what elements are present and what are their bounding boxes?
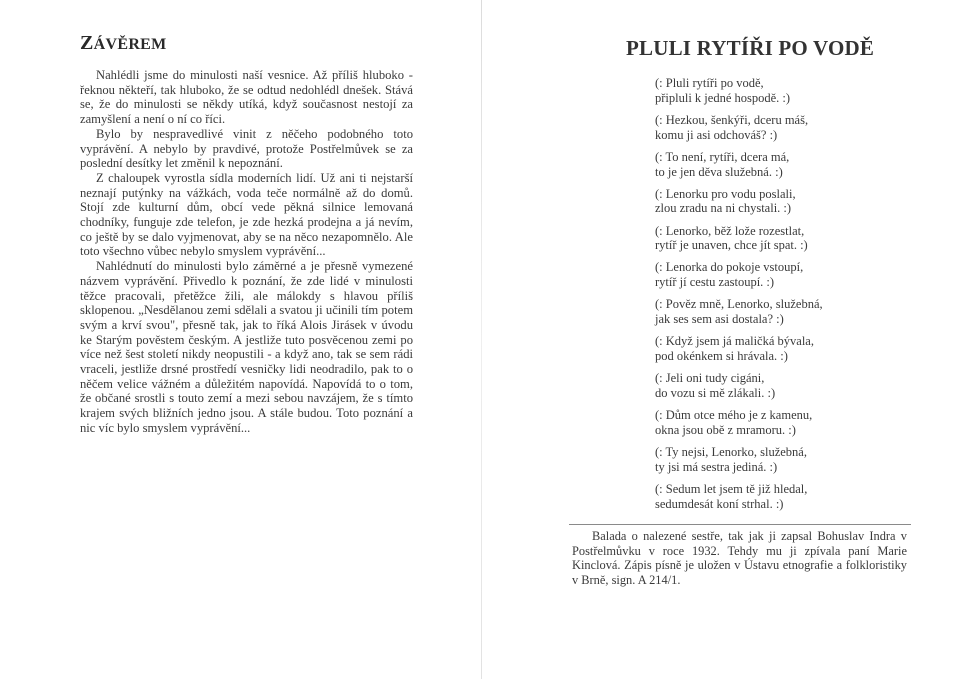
stanza-1: [655, 76, 895, 106]
verse-line: rytíř je unaven, chce jít spat. :): [655, 238, 808, 253]
verse-line: připluli k jedné hospodě. :): [655, 90, 791, 105]
stanza-3: [655, 150, 895, 180]
verse-line: (: Pověz mně, Lenorko, služebná,: [655, 297, 823, 312]
verse-line: ty jsi má sestra jediná. :): [655, 459, 778, 474]
chapter-title-initial: Z: [80, 32, 94, 54]
verse-line: jak ses sem asi dostala? :): [655, 312, 784, 327]
stanza-5: [655, 224, 895, 254]
song-title: PLULI RYTÍŘI PO VODĚ: [626, 36, 875, 60]
stanza-7: [655, 297, 895, 327]
verse-line: sedumdesát koní strhal. :): [655, 496, 784, 511]
verse-line: (: Hezkou, šenkýři, dceru máš,: [655, 112, 809, 127]
paragraph-3: Z chaloupek vyrostla sídla moderních lidí. Už ani ti nejstarší neznají putýnky na vážkách, voda teče normálně až do domů. Stojí zde kulturní dům, obcí vede pěkná silnice lemovaná chodníky, funguje zde telefon, je zde hezká prodejna a já nevím, co ještě by se dalo vyjmenovat, aby se na něco nezapomnělo. Ale toto všechno vůbec nebylo smyslem vyprávění...: [80, 170, 413, 259]
verse-line: (: Lenorka do pokoje vstoupí,: [655, 260, 804, 275]
chapter-body: [80, 68, 413, 436]
verse-line: (: Lenorku pro vodu poslali,: [655, 186, 796, 201]
paragraph-1: Nahlédli jsme do minulosti naší vesnice. Až příliš hluboko - řeknou někteří, tak hluboko, že se odtud nedohlédl dnešek. Stává se, že do minulosti se někdy utíká, když současnost nestojí za zamyšlení a není o ní co říci.: [80, 68, 413, 127]
verse-line: rytíř jí cestu zastoupí. :): [655, 275, 775, 290]
chapter-title-rest: ÁVĚREM: [93, 36, 167, 53]
stanza-11: [655, 445, 895, 475]
paragraph-2: Bylo by nespravedlivé vinit z něčeho podobného toto vyprávění. A nebylo by pravdivé, protože Postřelmůvek se za poslední desítky let změnil k nepoznání.: [80, 126, 413, 171]
stanza-2: [655, 113, 895, 143]
verse-line: (: To není, rytíři, dcera má,: [655, 149, 790, 164]
song-source-note: Balada o nalezené sestře, tak jak ji zapsal Bohuslav Indra v Postřelmůvku v roce 1932. Tehdy mu ji zpívala paní Marie Kinclová. Zápis písně je uložen v Ústavu etnografie a folkloristiky v Brně, sign. A 214/1.: [572, 529, 907, 588]
verse-line: zlou zradu na ni chystali. :): [655, 201, 792, 216]
verse-line: pod okénkem si hrávala. :): [655, 349, 788, 364]
verse-line: do vozu si mě zlákali. :): [655, 385, 776, 400]
stanza-8: [655, 334, 895, 364]
verse-line: (: Lenorko, běž lože rozestlat,: [655, 223, 805, 238]
verse-line: komu ji asi odchováš? :): [655, 127, 778, 142]
stanza-4: [655, 187, 895, 217]
stanza-9: [655, 371, 895, 401]
stanza-10: [655, 408, 895, 438]
verse-line: (: Ty nejsi, Lenorko, služebná,: [655, 444, 807, 459]
verse-line: (: Jeli oni tudy cigáni,: [655, 371, 765, 386]
verse-line: okna jsou obě z mramoru. :): [655, 422, 796, 437]
verse-line: (: Když jsem já maličká bývala,: [655, 334, 814, 349]
verse-line: (: Pluli rytíři po vodě,: [655, 76, 764, 90]
verse-line: (: Sedum let jsem tě již hledal,: [655, 481, 808, 496]
stanza-6: [655, 260, 895, 290]
stanza-12: [655, 482, 895, 512]
footnote-divider: [569, 524, 911, 525]
song-lyrics: [655, 76, 895, 519]
chapter-title: [80, 32, 167, 55]
verse-line: (: Dům otce mého je z kamenu,: [655, 408, 813, 423]
paragraph-4: Nahlédnutí do minulosti bylo záměrné a je přesně vymezené názvem vyprávění. Přivedlo k poznání, že zde lidé v minulosti těžce pracovali, přetěžce žili, ale málokdy s hlavou příliš sklopenou. „Nesdělanou zemi sdělali a svatou ji učinili tím potem svým a krví svou", přesně tak, jak to říká Alois Jirásek v úvodu ke Starým pověstem českým. A jestliže tuto posvěcenou zemi po více než šest století nikdy neopustili - a když ano, tak se sem rádi vraceli, jestliže drsné prostředí vesničky lidi neodradilo, pak to o něčem velice vážném a důležitém napovídá. Napovídá to o tom, že občané srostli s touto zemí a mezi sebou navzájem, že s tímto krajem svých bližních jedno jsou. A stále budou. Toto poznání a nic víc bylo smyslem vyprávění...: [80, 259, 413, 435]
verse-line: to je jen děva služebná. :): [655, 164, 783, 179]
